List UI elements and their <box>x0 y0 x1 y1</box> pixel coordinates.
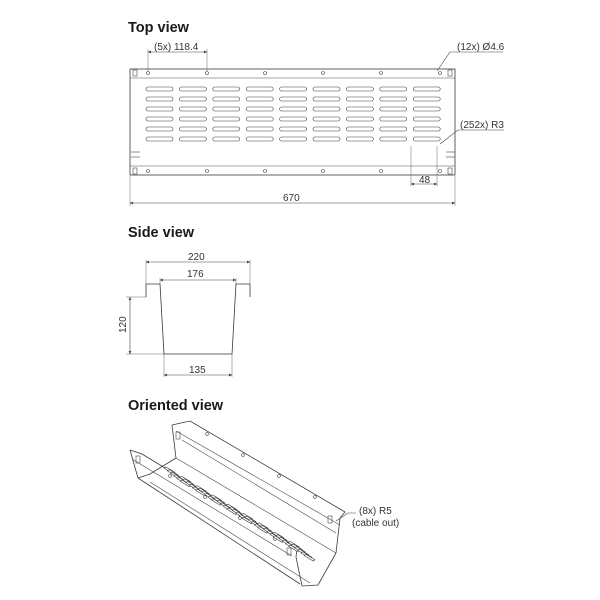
bottom-label: 135 <box>189 365 206 376</box>
ventilation-slot <box>280 127 307 131</box>
ventilation-slot <box>146 137 173 141</box>
overall-length-label: 670 <box>283 193 300 204</box>
ventilation-slot <box>146 107 173 111</box>
top-view-mounting-holes <box>147 72 442 173</box>
ventilation-slot <box>213 127 240 131</box>
ventilation-slot <box>346 97 373 101</box>
ventilation-slot <box>146 127 173 131</box>
ventilation-slot <box>213 97 240 101</box>
ventilation-slot <box>380 87 407 91</box>
holes-callout-leader <box>437 52 503 71</box>
ventilation-slot <box>179 117 206 121</box>
ventilation-slot <box>179 97 206 101</box>
radius-callout-leader <box>440 130 504 144</box>
back-wall-left-end <box>172 425 176 458</box>
ventilation-slot <box>313 117 340 121</box>
floor-slot <box>304 554 315 561</box>
mounting-hole <box>264 72 267 75</box>
floor-back-edge <box>176 458 336 553</box>
ventilation-slot <box>280 107 307 111</box>
ventilation-slot <box>380 127 407 131</box>
top-outer-label: 220 <box>188 252 205 263</box>
top-inner-label: 176 <box>187 269 204 280</box>
ventilation-slot <box>146 117 173 121</box>
ventilation-slot <box>380 117 407 121</box>
ventilation-slot <box>380 107 407 111</box>
back-wall-top-edge <box>172 421 345 518</box>
front-wall-left-end <box>130 450 138 478</box>
ventilation-slot <box>246 127 273 131</box>
mounting-hole <box>147 170 150 173</box>
oriented-view-heading: Oriented view <box>128 398 224 414</box>
pitch-label: (5x) 118.4 <box>154 42 199 53</box>
mounting-hole <box>322 170 325 173</box>
ventilation-slot <box>280 97 307 101</box>
ventilation-slot <box>280 137 307 141</box>
cutout-label-line1: (8x) R5 <box>359 506 392 517</box>
mounting-hole <box>439 72 442 75</box>
cutout-label-line2: (cable out) <box>352 518 400 529</box>
ventilation-slot <box>413 137 440 141</box>
ventilation-slot <box>313 137 340 141</box>
ventilation-slot <box>346 117 373 121</box>
ventilation-slot <box>346 127 373 131</box>
ventilation-slot <box>346 137 373 141</box>
front-wall-top-edge <box>130 450 297 557</box>
ventilation-slot <box>313 87 340 91</box>
mounting-hole <box>380 72 383 75</box>
front-wall-bottom-edge <box>138 478 300 584</box>
oriented-view <box>130 421 399 586</box>
ventilation-slot <box>179 127 206 131</box>
back-wall-bend <box>176 431 340 525</box>
mounting-hole <box>380 170 383 173</box>
front-wall-bend <box>132 459 292 556</box>
height-label: 120 <box>118 316 129 333</box>
ventilation-slot <box>213 117 240 121</box>
ventilation-slot <box>413 127 440 131</box>
ventilation-slot <box>179 107 206 111</box>
ventilation-slot <box>146 87 173 91</box>
top-view-heading: Top view <box>128 20 189 36</box>
ventilation-slot <box>280 117 307 121</box>
radius-callout-label: (252x) R3 <box>460 120 504 131</box>
back-wall-lower-bend <box>182 440 336 533</box>
ventilation-slot <box>179 87 206 91</box>
ventilation-slot <box>413 87 440 91</box>
mounting-hole <box>264 170 267 173</box>
mounting-hole <box>439 170 442 173</box>
ventilation-slot <box>146 97 173 101</box>
ventilation-slot <box>280 87 307 91</box>
top-view-corner-notches <box>131 70 455 174</box>
side-view <box>118 252 250 377</box>
ventilation-slot <box>313 107 340 111</box>
top-view-plate-outline <box>130 69 455 175</box>
ventilation-slot <box>413 97 440 101</box>
ventilation-slot <box>246 107 273 111</box>
ventilation-slot <box>213 87 240 91</box>
ventilation-slot <box>313 97 340 101</box>
top-view <box>130 42 505 206</box>
ventilation-slot <box>246 117 273 121</box>
ventilation-slot <box>213 107 240 111</box>
ventilation-slot <box>213 137 240 141</box>
mounting-hole <box>206 170 209 173</box>
ventilation-slot <box>246 137 273 141</box>
top-view-ventilation-slots <box>146 87 440 141</box>
ventilation-slot <box>380 97 407 101</box>
slot-width-label: 48 <box>419 175 431 186</box>
ventilation-slot <box>346 87 373 91</box>
side-view-heading: Side view <box>128 225 195 241</box>
ventilation-slot <box>413 117 440 121</box>
side-view-profile <box>146 284 250 354</box>
ventilation-slot <box>346 107 373 111</box>
floor-front-edge <box>150 482 310 583</box>
holes-callout-label: (12x) Ø4.6 <box>457 42 505 53</box>
ventilation-slot <box>313 127 340 131</box>
ventilation-slot <box>413 107 440 111</box>
ventilation-slot <box>246 97 273 101</box>
cable-out-notches <box>136 432 332 555</box>
ventilation-slot <box>380 137 407 141</box>
ventilation-slot <box>179 137 206 141</box>
mounting-hole <box>322 72 325 75</box>
ventilation-slot <box>246 87 273 91</box>
